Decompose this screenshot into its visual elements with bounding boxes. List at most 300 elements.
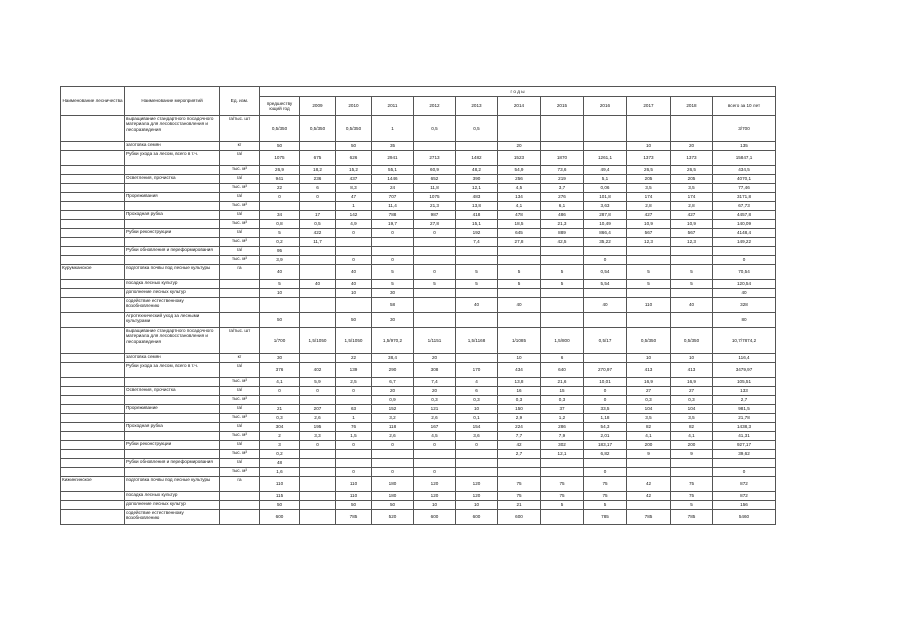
- cell-value: 120: [414, 477, 456, 492]
- cell-value: [584, 313, 627, 328]
- header-year: 2016: [584, 97, 627, 116]
- cell-value: 200: [627, 441, 671, 450]
- cell-value: 180: [372, 477, 414, 492]
- cell-value: 21: [260, 405, 300, 414]
- cell-value: 1482: [456, 151, 498, 166]
- cell-value: [456, 450, 498, 459]
- table-row: [61, 414, 776, 423]
- cell-value: 0: [336, 441, 372, 450]
- cell-value: 75: [498, 477, 541, 492]
- cell-value: 4,5: [498, 184, 541, 193]
- cell-value: 150: [498, 405, 541, 414]
- cell-value: 1/1151: [414, 328, 456, 354]
- cell-unit: га/: [220, 175, 260, 184]
- cell-value: 785: [671, 510, 713, 525]
- cell-value: 1,5/1168: [456, 328, 498, 354]
- cell-forestry: Курумканское: [61, 265, 125, 280]
- cell-value: 0,5/350: [671, 328, 713, 354]
- cell-value: 30: [372, 289, 414, 298]
- cell-value: 927,17: [713, 441, 776, 450]
- cell-value: [414, 289, 456, 298]
- cell-unit: га/: [220, 211, 260, 220]
- cell-value: 33,5: [584, 405, 627, 414]
- cell-unit: га/тыс. шт: [220, 116, 260, 142]
- cell-value: 3,5: [627, 184, 671, 193]
- cell-value: [260, 202, 300, 211]
- cell-unit: [220, 501, 260, 510]
- cell-value: 167: [414, 423, 456, 432]
- cell-value: 2,9: [498, 414, 541, 423]
- cell-value: 872: [713, 492, 776, 501]
- cell-forestry: [61, 256, 125, 265]
- cell-value: 0: [260, 387, 300, 396]
- cell-value: 20: [414, 354, 456, 363]
- cell-value: [456, 313, 498, 328]
- cell-value: [300, 265, 336, 280]
- cell-value: 889: [541, 229, 584, 238]
- cell-value: 567: [671, 229, 713, 238]
- cell-measure: Проходная рубка: [125, 211, 220, 220]
- cell-value: 5: [372, 265, 414, 280]
- cell-value: [414, 459, 456, 468]
- header-years-group: г о д ы: [260, 87, 776, 97]
- cell-forestry: [61, 116, 125, 142]
- cell-value: 2,6: [414, 414, 456, 423]
- cell-value: 40: [584, 298, 627, 313]
- cell-value: 55,1: [372, 166, 414, 175]
- cell-value: 10: [414, 501, 456, 510]
- cell-value: 207: [300, 405, 336, 414]
- cell-value: 120: [456, 477, 498, 492]
- cell-value: [300, 477, 336, 492]
- cell-value: 4457,8: [713, 211, 776, 220]
- cell-value: 5: [260, 280, 300, 289]
- cell-value: 2,6: [372, 432, 414, 441]
- cell-measure: содействие естественному возобновлению: [125, 298, 220, 313]
- cell-value: 50: [260, 501, 300, 510]
- cell-forestry: [61, 378, 125, 387]
- cell-value: [541, 256, 584, 265]
- cell-value: 40: [713, 289, 776, 298]
- cell-forestry: [61, 423, 125, 432]
- cell-value: 3,9: [260, 256, 300, 265]
- cell-unit: [220, 289, 260, 298]
- cell-value: 67,73: [713, 202, 776, 211]
- cell-value: 3171,8: [713, 193, 776, 202]
- header-year: 2011: [372, 97, 414, 116]
- cell-measure: [125, 432, 220, 441]
- cell-value: [671, 289, 713, 298]
- cell-value: 3,2: [372, 414, 414, 423]
- cell-value: 707: [372, 193, 414, 202]
- cell-measure: подготовка почвы под лесные культуры: [125, 477, 220, 492]
- cell-value: 50: [336, 313, 372, 328]
- cell-measure: посадка лесных культур: [125, 492, 220, 501]
- cell-value: 200: [671, 441, 713, 450]
- cell-value: [584, 142, 627, 151]
- table-row: [61, 265, 776, 280]
- cell-unit: тыс. м³: [220, 468, 260, 477]
- cell-value: 1870: [541, 151, 584, 166]
- cell-value: 1,5/1050: [300, 328, 336, 354]
- cell-value: 0: [260, 193, 300, 202]
- table-row: [61, 289, 776, 298]
- cell-measure: Прореживания: [125, 193, 220, 202]
- cell-value: 27: [671, 387, 713, 396]
- table-row: [61, 247, 776, 256]
- cell-value: 12,1: [541, 450, 584, 459]
- cell-value: 0: [584, 256, 627, 265]
- cell-value: [414, 256, 456, 265]
- cell-value: 174: [627, 193, 671, 202]
- cell-value: 75: [671, 477, 713, 492]
- cell-value: 1,5/970,2: [372, 328, 414, 354]
- cell-value: 156: [713, 501, 776, 510]
- cell-value: 15,2: [336, 166, 372, 175]
- cell-unit: тыс. м³: [220, 220, 260, 229]
- table-row: [61, 501, 776, 510]
- cell-value: 139: [336, 363, 372, 378]
- cell-value: 520: [372, 510, 414, 525]
- cell-value: 219: [541, 175, 584, 184]
- table-row: [61, 238, 776, 247]
- cell-value: 170: [456, 363, 498, 378]
- cell-value: 30: [372, 313, 414, 328]
- cell-value: [456, 289, 498, 298]
- cell-unit: тыс. м³: [220, 396, 260, 405]
- cell-value: 35,22: [584, 238, 627, 247]
- table-row: [61, 459, 776, 468]
- cell-value: 195: [300, 423, 336, 432]
- cell-value: 9: [627, 450, 671, 459]
- cell-value: 0: [414, 441, 456, 450]
- cell-value: 34: [260, 211, 300, 220]
- cell-value: 82: [671, 423, 713, 432]
- cell-value: 75: [498, 492, 541, 501]
- cell-value: 5: [627, 265, 671, 280]
- document-page: [60, 86, 776, 525]
- cell-value: [627, 256, 671, 265]
- cell-value: 30: [260, 354, 300, 363]
- cell-value: 308: [414, 363, 456, 378]
- table-row: [61, 492, 776, 501]
- cell-value: 236: [300, 175, 336, 184]
- header-row-years-group: [61, 87, 776, 97]
- cell-value: 19,7: [372, 220, 414, 229]
- cell-value: 427: [627, 211, 671, 220]
- cell-value: 11,4: [372, 202, 414, 211]
- cell-value: 0,2: [260, 238, 300, 247]
- cell-value: [671, 247, 713, 256]
- cell-value: 2941: [372, 151, 414, 166]
- cell-value: 60,9: [414, 166, 456, 175]
- cell-value: 77,46: [713, 184, 776, 193]
- cell-value: 434: [498, 363, 541, 378]
- cell-value: 0,5: [300, 220, 336, 229]
- cell-value: [372, 459, 414, 468]
- cell-value: 0: [300, 441, 336, 450]
- cell-forestry: [61, 387, 125, 396]
- cell-value: 11,7: [300, 238, 336, 247]
- cell-value: 3,5: [627, 414, 671, 423]
- cell-unit: га/: [220, 441, 260, 450]
- cell-value: 290: [372, 363, 414, 378]
- cell-value: 5: [671, 280, 713, 289]
- cell-unit: га/: [220, 151, 260, 166]
- cell-value: 434,5: [713, 166, 776, 175]
- cell-value: 180: [372, 492, 414, 501]
- cell-value: 0,5: [456, 116, 498, 142]
- cell-unit: га/: [220, 193, 260, 202]
- cell-measure: выращивание стандартного посадочного материала для лесовосстановления и лесоразведения: [125, 116, 220, 142]
- cell-value: 10,7/7874,2: [713, 328, 776, 354]
- cell-value: [498, 459, 541, 468]
- cell-value: 270,97: [584, 363, 627, 378]
- cell-value: [336, 459, 372, 468]
- cell-value: 47: [336, 193, 372, 202]
- cell-value: 121: [414, 405, 456, 414]
- table-row: [61, 423, 776, 432]
- table-body: [61, 87, 776, 525]
- cell-value: 116,4: [713, 354, 776, 363]
- cell-forestry: [61, 193, 125, 202]
- cell-value: 5: [627, 280, 671, 289]
- table-row: [61, 328, 776, 354]
- table-row: [61, 363, 776, 378]
- cell-value: [414, 238, 456, 247]
- cell-value: 174: [671, 193, 713, 202]
- cell-value: 104: [671, 405, 713, 414]
- cell-forestry: [61, 501, 125, 510]
- table-row: [61, 211, 776, 220]
- cell-measure: заготовка семян: [125, 142, 220, 151]
- cell-unit: тыс. м³: [220, 202, 260, 211]
- cell-value: 10: [336, 289, 372, 298]
- cell-value: 0,3: [498, 396, 541, 405]
- cell-value: 5: [456, 280, 498, 289]
- cell-value: [456, 459, 498, 468]
- cell-value: 11,8: [414, 184, 456, 193]
- cell-unit: га/: [220, 423, 260, 432]
- cell-measure: подготовка почвы под лесные культуры: [125, 265, 220, 280]
- cell-value: 6,7: [372, 378, 414, 387]
- cell-forestry: [61, 510, 125, 525]
- cell-forestry: [61, 396, 125, 405]
- cell-value: 2,7: [713, 396, 776, 405]
- cell-value: [584, 247, 627, 256]
- header-year: 2014: [498, 97, 541, 116]
- cell-value: 0: [456, 441, 498, 450]
- cell-measure: [125, 468, 220, 477]
- cell-unit: га/: [220, 363, 260, 378]
- cell-measure: Рубки ухода за лесом, всего в т.ч.: [125, 363, 220, 378]
- cell-value: 2,6: [300, 414, 336, 423]
- cell-value: 5460: [713, 510, 776, 525]
- cell-value: 75: [584, 477, 627, 492]
- cell-measure: [125, 396, 220, 405]
- cell-value: 7,4: [456, 238, 498, 247]
- cell-value: [300, 450, 336, 459]
- cell-forestry: [61, 354, 125, 363]
- cell-value: 20: [414, 387, 456, 396]
- cell-value: 42: [627, 477, 671, 492]
- cell-value: 95: [260, 247, 300, 256]
- cell-value: [456, 468, 498, 477]
- cell-value: 70,54: [713, 265, 776, 280]
- cell-value: 40: [671, 298, 713, 313]
- cell-measure: [125, 238, 220, 247]
- cell-measure: Рубки реконструкции: [125, 441, 220, 450]
- cell-value: [414, 450, 456, 459]
- cell-value: 152: [372, 405, 414, 414]
- cell-value: [627, 289, 671, 298]
- cell-unit: га/: [220, 459, 260, 468]
- cell-value: 1261,1: [584, 151, 627, 166]
- cell-value: 1,5: [336, 432, 372, 441]
- cell-forestry: [61, 492, 125, 501]
- cell-value: [414, 142, 456, 151]
- cell-value: [541, 510, 584, 525]
- cell-value: 10: [456, 405, 498, 414]
- cell-value: 224: [498, 423, 541, 432]
- cell-measure: дополнение лесных культур: [125, 289, 220, 298]
- cell-value: [372, 247, 414, 256]
- cell-unit: кг: [220, 354, 260, 363]
- cell-value: 0,9: [372, 396, 414, 405]
- cell-forestry: [61, 363, 125, 378]
- cell-value: 115: [260, 492, 300, 501]
- table-row: [61, 166, 776, 175]
- cell-value: 0,5/350: [627, 328, 671, 354]
- cell-value: 0: [414, 229, 456, 238]
- cell-value: [336, 450, 372, 459]
- header-year: 2013: [456, 97, 498, 116]
- cell-value: [300, 202, 336, 211]
- cell-forestry: [61, 184, 125, 193]
- cell-value: 0,5/350: [300, 116, 336, 142]
- cell-value: 41,31: [713, 432, 776, 441]
- cell-value: 4,1: [260, 378, 300, 387]
- cell-value: 483: [456, 193, 498, 202]
- cell-value: 5,9: [300, 378, 336, 387]
- cell-value: 26,5: [627, 166, 671, 175]
- cell-value: [671, 468, 713, 477]
- cell-forestry: [61, 211, 125, 220]
- cell-measure: Рубки ухода за лесом, всего в т.ч.: [125, 151, 220, 166]
- cell-value: [456, 256, 498, 265]
- header-year: 2009: [300, 97, 336, 116]
- cell-value: 12,1: [456, 184, 498, 193]
- cell-measure: Проходная рубка: [125, 423, 220, 432]
- cell-value: 1,2: [541, 414, 584, 423]
- cell-value: [300, 501, 336, 510]
- cell-value: 120: [414, 492, 456, 501]
- cell-unit: тыс. м³: [220, 414, 260, 423]
- table-row: [61, 354, 776, 363]
- cell-unit: га/тыс. шт: [220, 328, 260, 354]
- cell-value: [541, 247, 584, 256]
- forestry-plan-table: [60, 86, 776, 525]
- cell-value: 0: [300, 193, 336, 202]
- cell-value: 75: [584, 492, 627, 501]
- table-row: [61, 142, 776, 151]
- cell-forestry: [61, 313, 125, 328]
- cell-value: [260, 298, 300, 313]
- cell-value: 1438,3: [713, 423, 776, 432]
- cell-forestry: [61, 151, 125, 166]
- cell-value: 645: [498, 229, 541, 238]
- cell-value: 80: [713, 313, 776, 328]
- cell-value: [584, 459, 627, 468]
- header-year: 2015: [541, 97, 584, 116]
- cell-value: 785: [336, 510, 372, 525]
- cell-value: [260, 396, 300, 405]
- cell-value: 22: [336, 354, 372, 363]
- table-row: [61, 396, 776, 405]
- table-row: [61, 256, 776, 265]
- cell-measure: Осветления, прочистка: [125, 387, 220, 396]
- cell-value: 3479,97: [713, 363, 776, 378]
- cell-value: 600: [260, 510, 300, 525]
- cell-value: 437: [336, 175, 372, 184]
- cell-value: 35: [372, 142, 414, 151]
- cell-value: 1/1085: [498, 328, 541, 354]
- cell-forestry: [61, 220, 125, 229]
- cell-value: 21,3: [541, 220, 584, 229]
- cell-value: 0: [336, 256, 372, 265]
- header-year: предшеству ющий год: [260, 97, 300, 116]
- cell-value: 63: [336, 405, 372, 414]
- cell-value: 15847,1: [713, 151, 776, 166]
- cell-value: [584, 116, 627, 142]
- cell-value: 10,9: [627, 220, 671, 229]
- cell-value: 149,22: [713, 238, 776, 247]
- cell-value: 54,9: [498, 166, 541, 175]
- cell-value: 402: [300, 363, 336, 378]
- cell-measure: посадка лесных культур: [125, 280, 220, 289]
- cell-value: 0: [584, 387, 627, 396]
- cell-value: [300, 396, 336, 405]
- cell-value: 675: [300, 151, 336, 166]
- cell-value: 4148,4: [713, 229, 776, 238]
- cell-forestry: [61, 468, 125, 477]
- cell-value: [541, 142, 584, 151]
- cell-value: 5: [671, 501, 713, 510]
- cell-value: 42: [627, 492, 671, 501]
- table-row: [61, 432, 776, 441]
- cell-value: 413: [627, 363, 671, 378]
- cell-value: 626: [336, 151, 372, 166]
- cell-value: [671, 313, 713, 328]
- cell-value: 5: [541, 265, 584, 280]
- cell-unit: тыс. м³: [220, 184, 260, 193]
- cell-forestry: [61, 166, 125, 175]
- cell-value: 567: [627, 229, 671, 238]
- cell-measure: заготовка семян: [125, 354, 220, 363]
- cell-value: 42,5: [541, 238, 584, 247]
- table-row: [61, 441, 776, 450]
- cell-forestry: [61, 405, 125, 414]
- cell-value: 4,1: [627, 432, 671, 441]
- cell-value: 4,9: [336, 220, 372, 229]
- cell-value: 2713: [414, 151, 456, 166]
- cell-value: 8,3: [336, 184, 372, 193]
- cell-value: [372, 450, 414, 459]
- cell-value: 0,3: [671, 396, 713, 405]
- cell-value: 105,51: [713, 378, 776, 387]
- cell-measure: [125, 256, 220, 265]
- table-row: [61, 175, 776, 184]
